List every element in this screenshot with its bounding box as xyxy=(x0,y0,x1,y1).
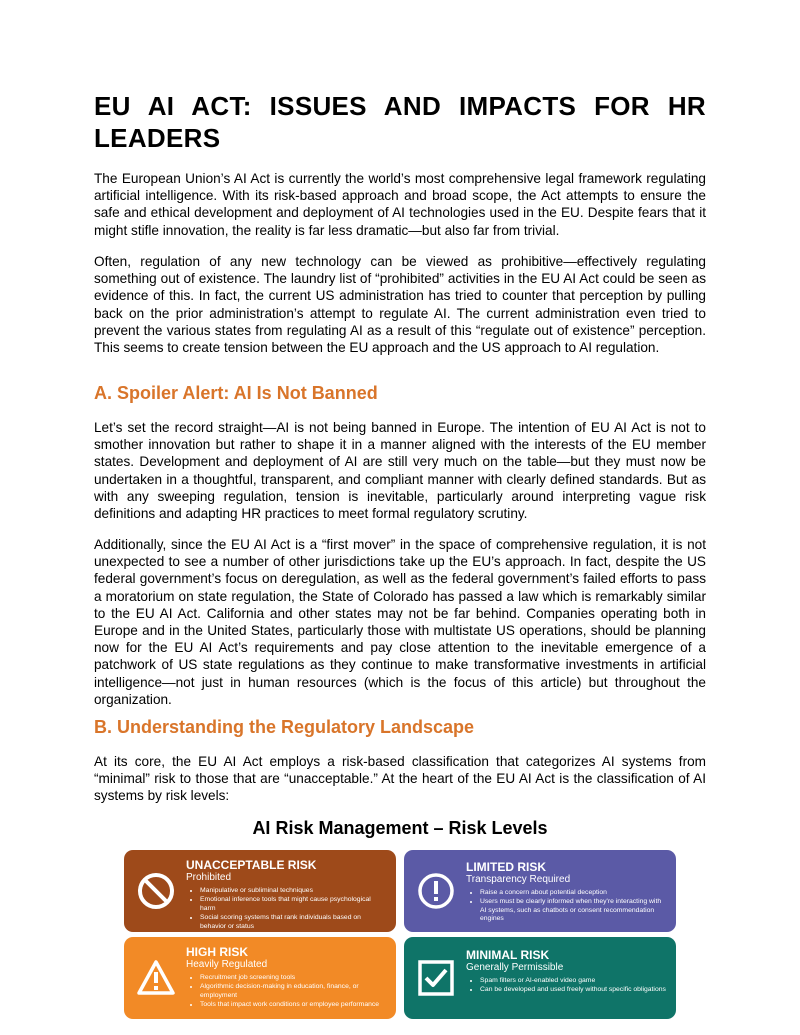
warning-icon xyxy=(136,958,176,998)
figure-title: AI Risk Management – Risk Levels xyxy=(252,818,548,838)
page-title: EU AI ACT: ISSUES AND IMPACTS FOR HR LEADERS xyxy=(94,91,706,153)
card-subtitle: Transparency Required xyxy=(466,874,571,885)
risk-card-minimal xyxy=(404,937,676,1019)
card-list xyxy=(186,887,386,931)
risk-card-high xyxy=(124,937,396,1019)
card-list xyxy=(186,974,386,1010)
card-subtitle: Prohibited xyxy=(186,872,232,883)
info-exclamation-icon xyxy=(416,871,456,911)
checkbox-icon xyxy=(416,958,456,998)
paragraph-not-banned: Let’s set the record straight—AI is not being banned in Europe. The intention of EU AI Act is not to smother innovation but rather to shape it in a manner aligned with the interests of the EU member states. Development and deployment of AI are still very much on the table—but they must now be undertaken in a thoughtful, transparent, and compliant manner with clearly defined standards. But as with any sweeping regulation, tension is inevitable, particularly around interpreting vague risk definitions and adapting HR practices to meet formal regulatory scrutiny. xyxy=(94,420,706,522)
list-item: • Raise a concern about potential deception xyxy=(480,889,666,897)
list-item: • Emotional inference tools that might cause psychological harm xyxy=(200,896,386,913)
risk-card-limited xyxy=(404,850,676,932)
paragraph-intro: The European Union’s AI Act is currently the world’s most comprehensive legal framework regulating artificial intelligence. With its risk-based approach and broad scope, the Act attempts to ensure the safe and ethical development and deployment of AI technologies used in the EU. Despite fears that it might stifle innovation, the reality is far less dramatic—but also far from trivial. xyxy=(94,171,706,238)
list-item: • Users must be clearly informed when they're interacting with AI systems, such as chatbots or consent recommendation engines xyxy=(480,898,666,923)
list-item: • Spam filters or AI-enabled video game xyxy=(480,977,666,985)
list-item: • Tools that impact work conditions or employee performance xyxy=(200,1001,386,1009)
section-heading-b: B. Understanding the Regulatory Landscape xyxy=(94,717,475,737)
card-subtitle: Heavily Regulated xyxy=(186,959,268,970)
card-subtitle: Generally Permissible xyxy=(466,962,564,973)
paragraph-core: At its core, the EU AI Act employs a risk-based classification that categorizes AI systems from “minimal” risk to those that are “unacceptable.” At the heart of the EU AI Act is the classification of AI systems by risk levels: xyxy=(94,754,706,804)
list-item: • Recruitment job screening tools xyxy=(200,974,386,982)
card-list xyxy=(466,977,666,995)
list-item: • Social scoring systems that rank individuals based on behavior or status xyxy=(200,914,386,931)
card-title: UNACCEPTABLE RISK xyxy=(186,858,317,872)
paragraph-first-mover: Additionally, since the EU AI Act is a “first mover” in the space of comprehensive regulation, it is not unexpected to see a number of other jurisdictions take up the EU’s approach. In fact, despite the US federal government’s focus on deregulation, as well as the federal government’s failed efforts to pass a moratorium on state regulation, the State of Colorado has passed a law which is remarkably similar to the EU AI Act. California and other states may not be far behind. Companies operating both in Europe and in the United States, particularly those with multistate US operations, should be planning now for the EU AI Act’s requirements and pay close attention to the inevitable emergence of a patchwork of US state regulations as they continue to make transformative investments in artificial intelligence—not just in human resources (which is the focus of this article) but throughout the organization. xyxy=(94,537,706,707)
list-item: • Manipulative or subliminal techniques xyxy=(200,887,386,895)
section-heading-a: A. Spoiler Alert: AI Is Not Banned xyxy=(94,383,378,403)
card-list xyxy=(466,889,666,924)
list-item: • Algorithmic decision-making in education, finance, or employment xyxy=(200,983,386,1000)
card-title: MINIMAL RISK xyxy=(466,948,550,962)
prohibited-icon xyxy=(136,871,176,911)
paragraph-regulation: Often, regulation of any new technology can be viewed as prohibitive—effectively regulating something out of existence. The laundry list of “prohibited” activities in the EU AI Act could be seen as evidence of this. In fact, the current US administration has tried to counter that perception by pulling back on the prior administration’s attempt to regulate AI. The current administration even tried to prevent the various states from regulating AI as a result of this “regulate out of existence” perception. This seems to create tension between the EU approach and the US approach to AI regulation. xyxy=(94,254,706,356)
card-title: LIMITED RISK xyxy=(466,860,546,874)
list-item: • Can be developed and used freely without specific obligations xyxy=(480,986,666,994)
risk-card-unacceptable xyxy=(124,850,396,932)
card-title: HIGH RISK xyxy=(186,945,249,959)
